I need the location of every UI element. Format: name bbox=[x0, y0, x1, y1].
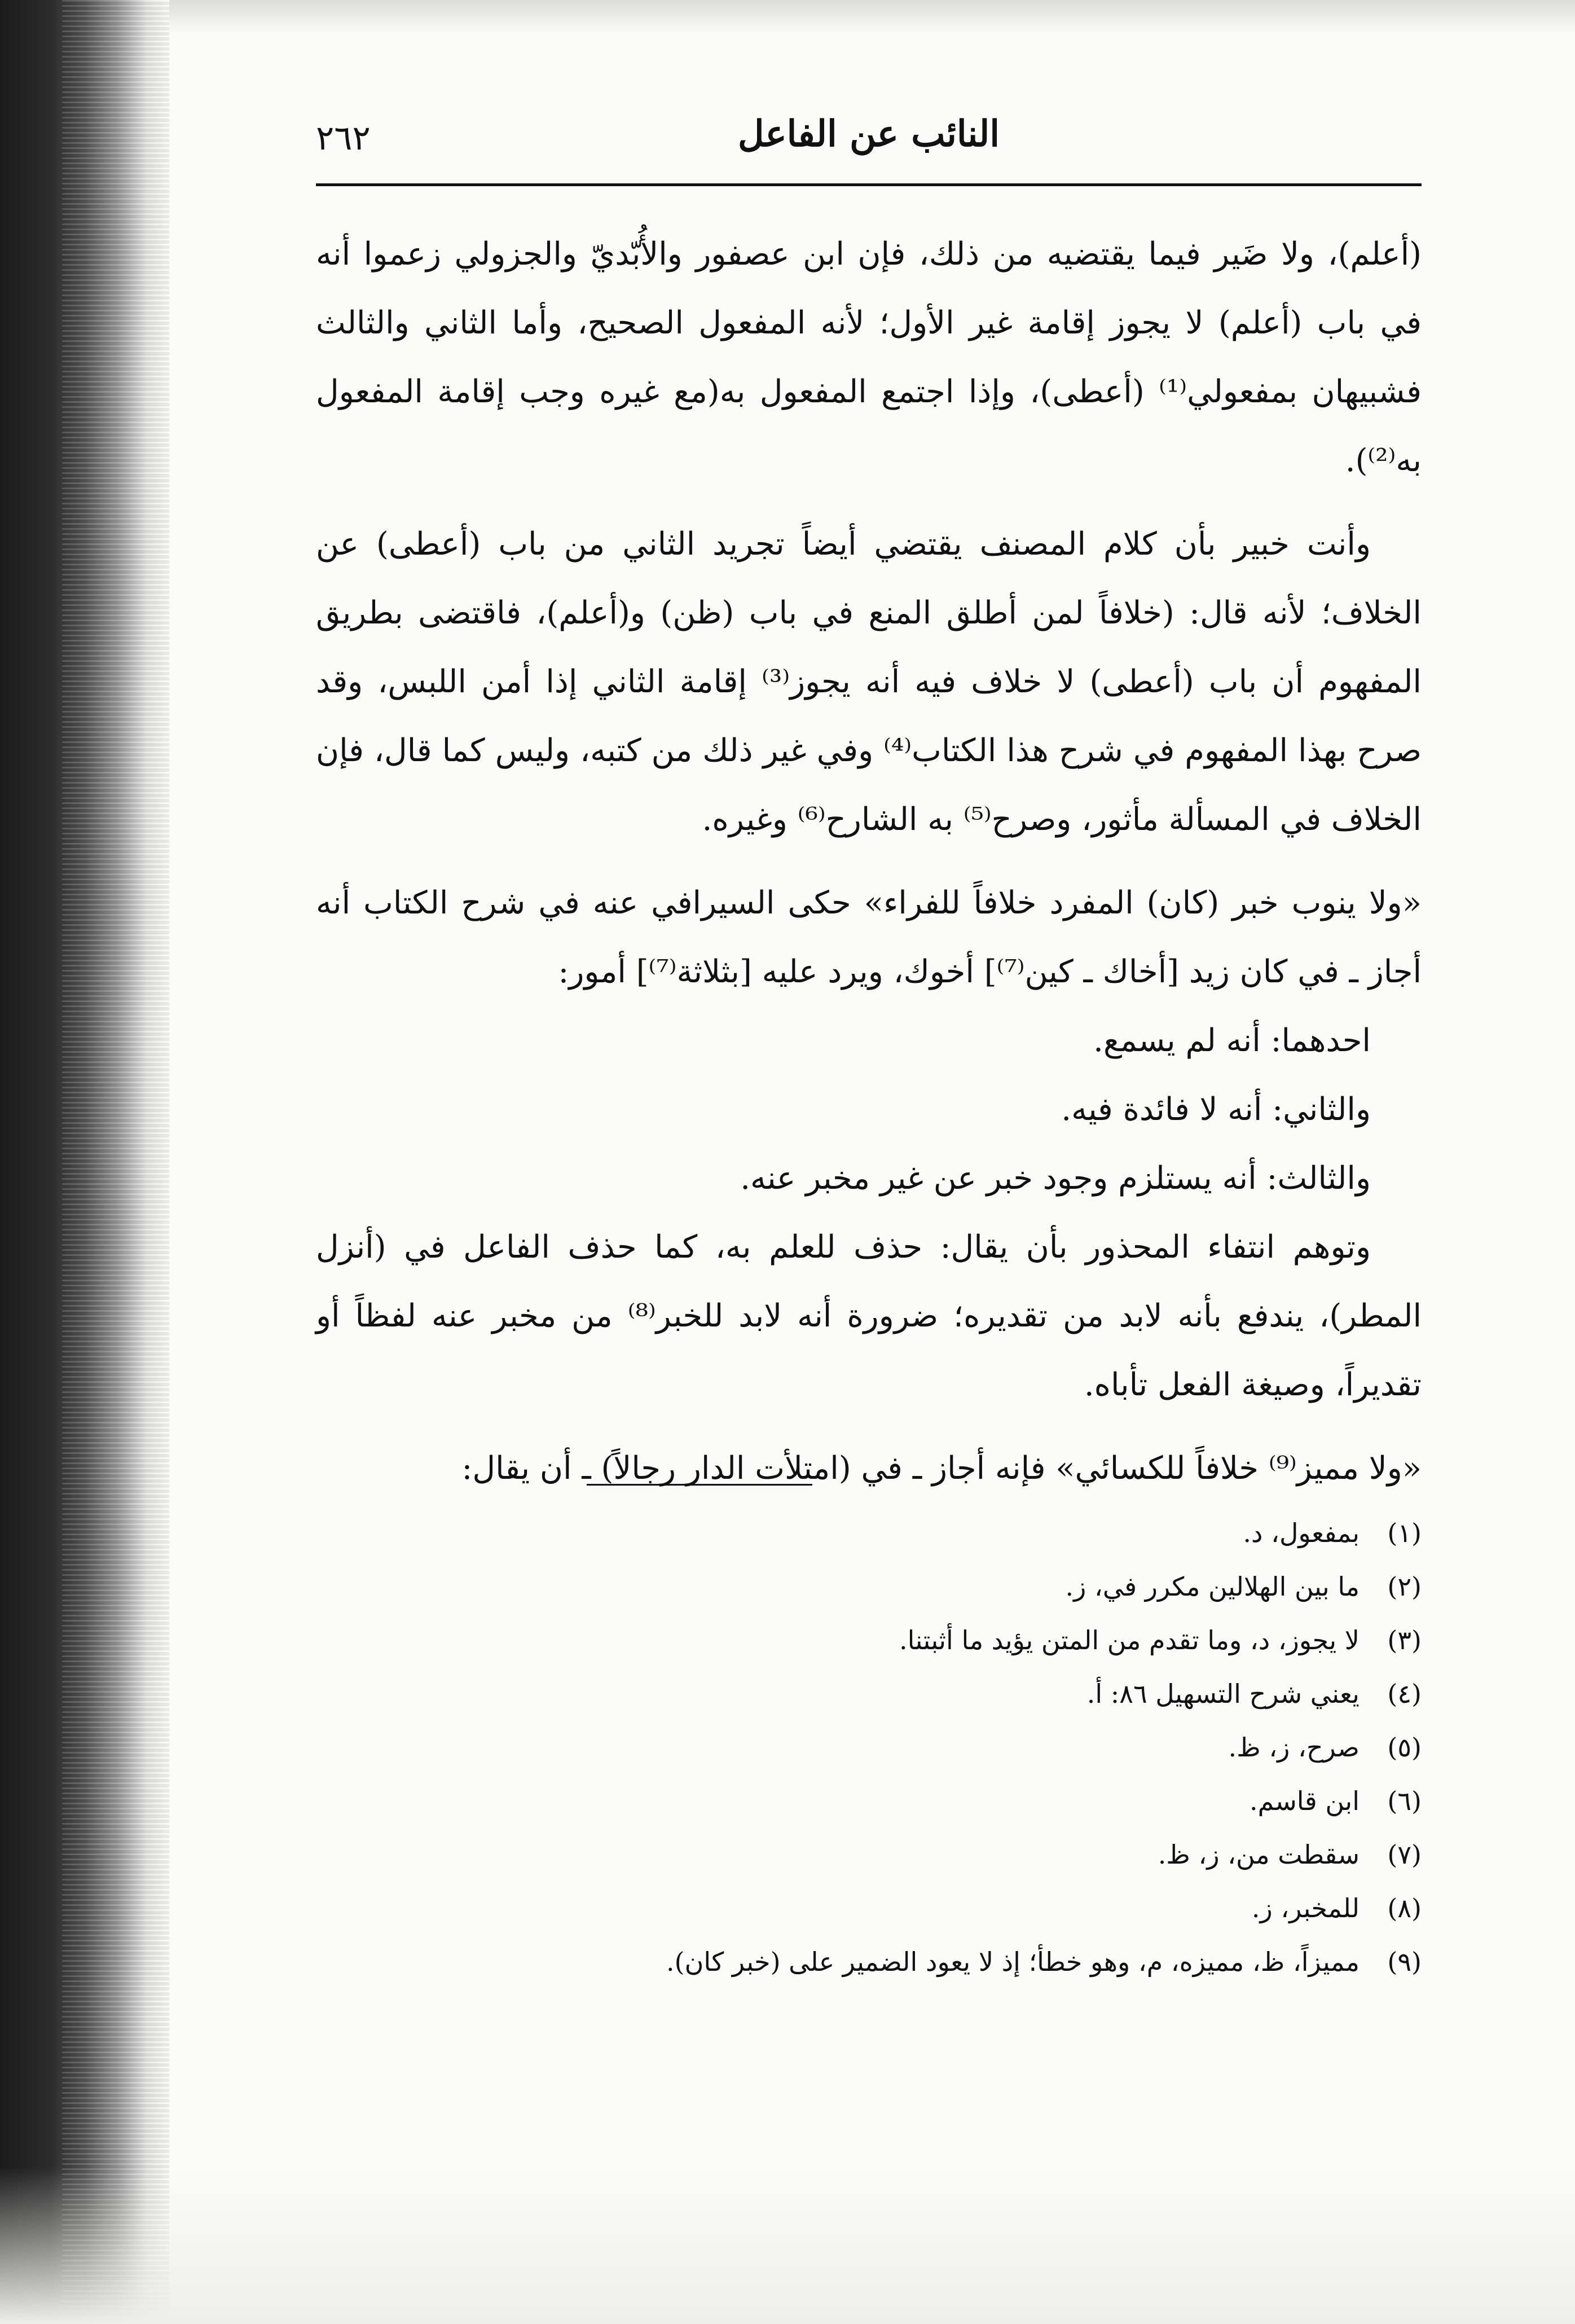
paragraph-rule-heading: «ولا مميز⁽⁹⁾ خلافاً للكسائي» فإنه أجاز ـ في (امتلأت الدار رجالاً) ـ أن يقال: bbox=[461, 1450, 1422, 1487]
footnote-number: (١) bbox=[1387, 1518, 1422, 1548]
footnote-text: ابن قاسم. bbox=[1249, 1786, 1360, 1816]
footnote bbox=[316, 1828, 1422, 1882]
footnote-text: مميزاً، ظ، مميزه، م، وهو خطأ؛ إذ لا يعود الضمير على (خبر كان). bbox=[666, 1947, 1360, 1977]
footnote-text: صرح، ز، ظ. bbox=[1228, 1732, 1360, 1763]
footnote-text: بمفعول، د. bbox=[1243, 1518, 1360, 1548]
footnote-text: ما بين الهلالين مكرر في، ز. bbox=[1065, 1571, 1360, 1602]
footnote bbox=[316, 1506, 1422, 1560]
header-rule bbox=[316, 183, 1422, 186]
footnote-number: (٩) bbox=[1387, 1947, 1422, 1977]
footnote-number: (٤) bbox=[1387, 1679, 1422, 1709]
paragraph: وأنت خبير بأن كلام المصنف يقتضي أيضاً تجريد الثاني من باب (أعطى) عن الخلاف؛ لأنه قال: (خلافاً لمن أطلق المنع في باب (ظن) و(أعلم)، فاقتضى بطريق المفهوم أن باب (أعطى) لا خلاف فيه أنه يجوز⁽³⁾ إقامة الثاني إذا أمن اللبس، وقد صرح بهذا المفهوم في شرح هذا الكتاب⁽⁴⁾ وفي غير ذلك من كتبه، وليس كما قال، فإن الخلاف في المسألة مأثور، وصرح⁽⁵⁾ به الشارح⁽⁶⁾ وغيره. bbox=[316, 526, 1422, 838]
footnote bbox=[316, 1667, 1422, 1721]
paragraph: (أعلم)، ولا ضَير فيما يقتضيه من ذلك، فإن ابن عصفور والأُبّديّ والجزولي زعموا أنه في باب (أعلم) لا يجوز إقامة غير الأول؛ لأنه المفعول الصحيح، وأما الثاني والثالث فشبيهان بمفعولي⁽¹⁾ (أعطى)، وإذا اجتمع المفعول به(مع غيره وجب إقامة المفعول به⁽²⁾). bbox=[316, 236, 1422, 479]
list-item: والثالث: أنه يستلزم وجود خبر عن غير مخبر عنه. bbox=[740, 1160, 1371, 1197]
page-number: ٢٦٢ bbox=[316, 118, 371, 158]
bottom-edge-shadow bbox=[0, 2167, 1575, 2324]
footnote bbox=[316, 1935, 1422, 1989]
book-page bbox=[316, 85, 1422, 2144]
footnote-number: (٨) bbox=[1387, 1893, 1422, 1923]
footnotes bbox=[316, 1506, 1422, 1989]
list-item: والثاني: أنه لا فائدة فيه. bbox=[1061, 1091, 1371, 1128]
footnote-text: سقطت من، ز، ظ. bbox=[1158, 1839, 1360, 1870]
paragraph-rule-heading: «ولا ينوب خبر (كان) المفرد خلافاً للفراء» حكى السيرافي عنه في شرح الكتاب أنه أجاز ـ في كان زيد [أخاك ـ كين⁽⁷⁾] أخوك، ويرد عليه [بثلاثة⁽⁷⁾] أمور: bbox=[316, 885, 1422, 990]
running-head bbox=[316, 102, 1422, 175]
binding-texture bbox=[62, 0, 169, 2324]
footnotes-rule bbox=[587, 1484, 812, 1486]
footnote bbox=[316, 1774, 1422, 1828]
paragraph: وتوهم انتفاء المحذور بأن يقال: حذف للعلم به، كما حذف الفاعل في (أنزل المطر)، يندفع بأنه لابد من تقديره؛ ضرورة أنه لابد للخبر⁽⁸⁾ من مخبر عنه لفظاً أو تقديراً، وصيغة الفعل تأباه. bbox=[316, 1229, 1422, 1403]
footnote-number: (٢) bbox=[1387, 1571, 1422, 1602]
footnote-text: لا يجوز، د، وما تقدم من المتن يؤيد ما أثبتنا. bbox=[899, 1625, 1360, 1655]
footnote-number: (٣) bbox=[1387, 1625, 1422, 1655]
list-item: احدهما: أنه لم يسمع. bbox=[1093, 1022, 1371, 1059]
top-edge-shadow bbox=[169, 0, 1575, 34]
footnote-number: (٧) bbox=[1387, 1839, 1422, 1870]
running-title: النائب عن الفاعل bbox=[737, 113, 1000, 155]
footnote-text: للمخبر، ز. bbox=[1251, 1893, 1360, 1923]
main-text bbox=[316, 220, 1422, 1503]
footnote-text: يعني شرح التسهيل ٨٦: أ. bbox=[1086, 1679, 1360, 1709]
footnote-number: (٥) bbox=[1387, 1732, 1422, 1763]
footnote bbox=[316, 1560, 1422, 1614]
footnote-number: (٦) bbox=[1387, 1786, 1422, 1816]
footnote bbox=[316, 1614, 1422, 1667]
footnote bbox=[316, 1721, 1422, 1774]
footnote bbox=[316, 1882, 1422, 1935]
